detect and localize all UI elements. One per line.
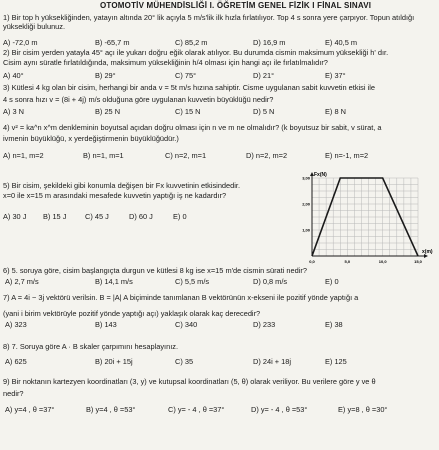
q5-text-1: 5) Bir cisim, şekildeki gibi konumla değişen bir Fx kuvvetinin etkisindedir. <box>3 181 241 190</box>
x-tick-label: 10,0 <box>378 259 387 264</box>
q4-option-e[interactable]: E) n=-1, m=2 <box>325 151 369 160</box>
chart-grid <box>312 178 418 256</box>
q9-option-b[interactable]: B) y=4 , θ =53° <box>86 405 136 414</box>
q1-option-d[interactable]: D) 16,9 m <box>253 38 286 47</box>
q8-option-c[interactable]: C) 35 <box>175 357 194 366</box>
force-position-chart <box>300 170 438 270</box>
q5-option-c[interactable]: C) 45 J <box>85 212 109 221</box>
q7-option-c[interactable]: C) 340 <box>175 320 198 329</box>
q1-text-2: yüksekliği bulunuz. <box>3 22 66 31</box>
q8-option-e[interactable]: E) 125 <box>325 357 347 366</box>
y-tick-label: 1,00 <box>302 227 310 233</box>
q9-text-1: 9) Bir noktanın kartezyen koordinatları (3, y) ve kutupsal koordinatları (5, θ) olarak veriliyor. Bu verilere göre y ve θ <box>3 377 376 386</box>
q7-text-2: (yani i birim vektörüyle pozitif yönde yaptığı açı) yaklaşık olarak kaç derecedir? <box>3 309 261 318</box>
q5-option-d[interactable]: D) 60 J <box>129 212 153 221</box>
q7-option-e[interactable]: E) 38 <box>325 320 343 329</box>
q9-option-c[interactable]: C) y= - 4 , θ =37° <box>168 405 225 414</box>
q4-option-b[interactable]: B) n=1, m=1 <box>83 151 124 160</box>
chart-ticks <box>302 176 422 265</box>
q3-text-2: 4 s sonra hızı v = (8i + 4j) m/s olduğuna göre uygulanan kuvvetin büyüklüğü nedir? <box>3 95 274 104</box>
q9-text-2: nedir? <box>3 389 24 398</box>
q4-option-a[interactable]: A) n=1, m=2 <box>3 151 44 160</box>
q3-text-1: 3) Kütlesi 4 kg olan bir cisim, herhangi bir anda v = 5t m/s hızına sahiptir. Cisme uygulanan sabit kuvvetin etkisi ile <box>3 83 375 92</box>
q6-options <box>3 277 435 287</box>
q5-option-a[interactable]: A) 30 J <box>3 212 27 221</box>
q1-option-a[interactable]: A) -72,0 m <box>3 38 38 47</box>
q3-option-d[interactable]: D) 5 N <box>253 107 275 116</box>
q7-options <box>3 320 435 330</box>
x-tick-label: 15,0 <box>414 259 422 264</box>
q6-option-e[interactable]: E) 0 <box>325 277 339 286</box>
exam-title: OTOMOTİV MÜHENDİSLİĞİ I. ÖĞRETİM GENEL FİZİK I FİNAL SINAVI <box>100 1 372 10</box>
q4-options <box>3 151 435 161</box>
q7-option-a[interactable]: A) 323 <box>5 320 27 329</box>
q2-option-e[interactable]: E) 37° <box>325 71 346 80</box>
q5-option-e[interactable]: E) 0 <box>173 212 187 221</box>
q2-option-c[interactable]: C) 75° <box>175 71 197 80</box>
q3-option-a[interactable]: A) 3 N <box>3 107 24 116</box>
x-axis-label: x(m) <box>422 249 433 255</box>
q4-option-d[interactable]: D) n=2, m=2 <box>246 151 288 160</box>
q6-option-b[interactable]: B) 14,1 m/s <box>95 277 133 286</box>
y-tick-label: 3,00 <box>302 175 310 181</box>
q2-option-b[interactable]: B) 29° <box>95 71 116 80</box>
q8-option-d[interactable]: D) 24i + 18j <box>253 357 291 366</box>
q4-text-2: ivmenin büyüklüğü, x yerdeğiştirmenin büyüklüğüdür.) <box>3 134 179 143</box>
y-tick-label: 2,00 <box>302 201 310 207</box>
q2-text-2: Cisim aynı süratle fırlatıldığında, maksimum yüksekliğinin h/4 olması için hangi açı ile fırlatılmalıdır? <box>3 58 328 67</box>
q9-option-d[interactable]: D) y= - 4 , θ =53° <box>251 405 308 414</box>
q8-option-a[interactable]: A) 625 <box>5 357 27 366</box>
q6-option-c[interactable]: C) 5,5 m/s <box>175 277 210 286</box>
q2-text-1: 2) Bir cisim yerden yatayla 45° açı ile yukarı doğru eğik olarak atılıyor. Bu durumda cismin maksimum yüksekliği h' dır. <box>3 48 389 57</box>
q7-text-1: 7) A = 4i − 3j vektörü verilsin. B = |A| A biçiminde tanımlanan B vektörünün x-ekseni ile pozitif yönde yaptığı a <box>3 293 359 302</box>
q6-option-d[interactable]: D) 0,8 m/s <box>253 277 288 286</box>
q1-option-e[interactable]: E) 40,5 m <box>325 38 358 47</box>
q4-option-c[interactable]: C) n=2, m=1 <box>165 151 207 160</box>
q9-option-e[interactable]: E) y=8 , θ =30° <box>338 405 388 414</box>
q5-text-2: x=0 ile x=15 m arasındaki mesafede kuvvetin yaptığı iş ne kadardır? <box>3 191 227 200</box>
q9-option-a[interactable]: A) y=4 , θ =37° <box>5 405 55 414</box>
q2-option-a[interactable]: A) 40° <box>3 71 24 80</box>
x-tick-label: 0,0 <box>309 259 315 264</box>
q3-option-c[interactable]: C) 15 N <box>175 107 201 116</box>
q8-option-b[interactable]: B) 20i + 15j <box>95 357 133 366</box>
q2-options <box>3 71 435 81</box>
q5-option-b[interactable]: B) 15 J <box>43 212 67 221</box>
q1-option-b[interactable]: B) -65,7 m <box>95 38 130 47</box>
y-axis-label: Fx(N) <box>314 172 327 178</box>
q9-options <box>3 405 435 415</box>
q7-option-b[interactable]: B) 143 <box>95 320 117 329</box>
q6-text-1: 6) 5. soruya göre, cisim başlangıçta durgun ve kütlesi 8 kg ise x=15 m'de cismin sürati nedir? <box>3 266 307 275</box>
q3-options <box>3 107 435 117</box>
q1-option-c[interactable]: C) 85,2 m <box>175 38 208 47</box>
q6-option-a[interactable]: A) 2,7 m/s <box>5 277 39 286</box>
q8-text-1: 8) 7. Soruya göre A · B skaler çarpımını hesaplayınız. <box>3 342 178 351</box>
q1-text-1: 1) Bir top h yüksekliğinden, yatayın altında 20° lik açıyla 5 m/s'lik ilk hızla fırlatılıyor. Top 4 s sonra yere çarpıyor. Topun atıldığı <box>3 13 415 22</box>
q7-option-d[interactable]: D) 233 <box>253 320 276 329</box>
x-tick-label: 5,0 <box>344 259 351 264</box>
q3-option-b[interactable]: B) 25 N <box>95 107 121 116</box>
q3-option-e[interactable]: E) 8 N <box>325 107 346 116</box>
q4-text-1: 4) v² = ka^n x^m denkleminin boyutsal açıdan doğru olması için n ve m ne olmalıdır? (k boyutsuz bir sabit, v sürat, a <box>3 123 382 132</box>
q2-option-d[interactable]: D) 21° <box>253 71 275 80</box>
q1-options <box>3 38 435 48</box>
q8-options <box>3 357 435 367</box>
